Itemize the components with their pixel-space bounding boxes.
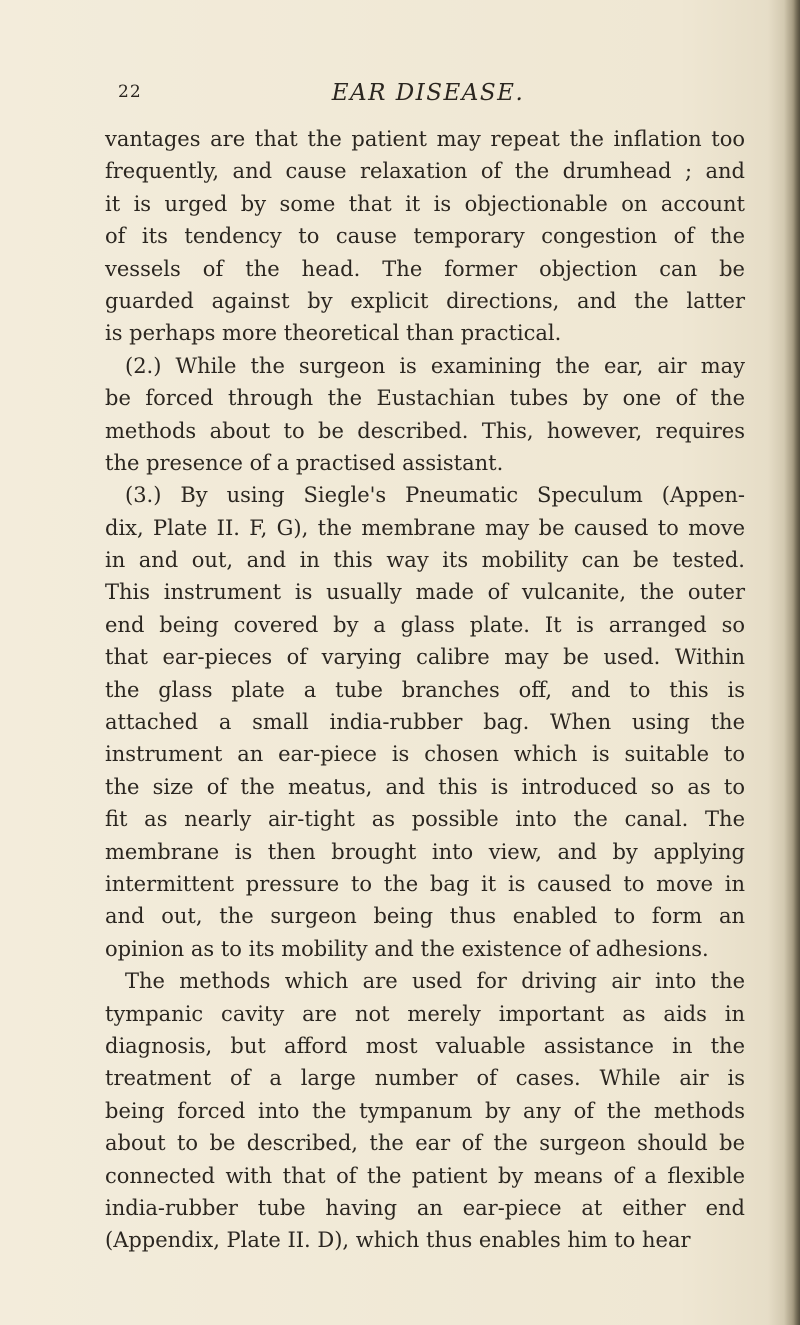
text-line: membrane is then brought into view, and by applying [105, 839, 745, 864]
text-line: vantages are that the patient may repeat the inflation too [105, 127, 745, 151]
text-line: methods about to be described. This, however, requires [105, 418, 745, 443]
text-line: it is urged by some that it is objectionable on account [105, 191, 745, 216]
text-line: and out, the surgeon being thus enabled to form an [105, 904, 745, 929]
text-line: end being covered by a glass plate. It is arranged so [105, 612, 745, 637]
text-line: being forced into the tympanum by any of the methods [105, 1098, 745, 1123]
text-line: fit as nearly air-tight as possible into the canal. The [105, 807, 745, 832]
text-line: dix, Plate II. F, G), the membrane may be caused to move [105, 515, 745, 540]
text-line: tympanic cavity are not merely important as aids in [105, 1001, 745, 1026]
text-line: the size of the meatus, and this is introduced so as to [105, 774, 745, 799]
text-line: treatment of a large number of cases. While air is [105, 1066, 745, 1091]
text-line: that ear-pieces of varying calibre may be used. Within [105, 645, 745, 670]
text-line: of its tendency to cause temporary congestion of the [105, 224, 745, 249]
text-line: the glass plate a tube branches off, and to this is [105, 677, 745, 702]
text-line: is perhaps more theoretical than practical. [105, 321, 562, 346]
running-title: EAR DISEASE. [331, 80, 525, 106]
text-line: guarded against by explicit directions, and the latter [105, 288, 745, 313]
text-line: opinion as to its mobility and the existence of adhesions. [105, 936, 709, 961]
text-line: attached a small india-rubber bag. When using the [105, 710, 745, 735]
text-line: The methods which are used for driving air into the [125, 969, 745, 994]
text-line: india-rubber tube having an ear-piece at either end [105, 1195, 745, 1220]
text-line: instrument an ear-piece is chosen which is suitable to [105, 742, 745, 767]
text-line: diagnosis, but afford most valuable assistance in the [105, 1033, 745, 1058]
text-line: intermittent pressure to the bag it is caused to move in [105, 871, 745, 896]
running-head [118, 80, 738, 110]
page-edge-shadow [784, 0, 800, 1325]
text-line: about to be described, the ear of the surgeon should be [105, 1131, 745, 1156]
page-number: 22 [118, 82, 142, 102]
text-line: (2.) While the surgeon is examining the ear, air may [125, 353, 745, 378]
text-line: (3.) By using Siegle's Pneumatic Speculum (Appen- [125, 483, 745, 508]
text-line: connected with that of the patient by means of a flexible [105, 1163, 745, 1188]
text-line: the presence of a practised assistant. [105, 450, 504, 475]
text-line: This instrument is usually made of vulcanite, the outer [105, 580, 745, 605]
text-line: frequently, and cause relaxation of the drumhead ; and [105, 159, 745, 184]
body-text [105, 123, 745, 1257]
text-line: in and out, and in this way its mobility can be tested. [105, 548, 745, 573]
text-line: vessels of the head. The former objection can be [105, 256, 745, 281]
text-line: (Appendix, Plate II. D), which thus enables him to hear [105, 1228, 691, 1253]
text-line: be forced through the Eustachian tubes by one of the [105, 386, 745, 411]
